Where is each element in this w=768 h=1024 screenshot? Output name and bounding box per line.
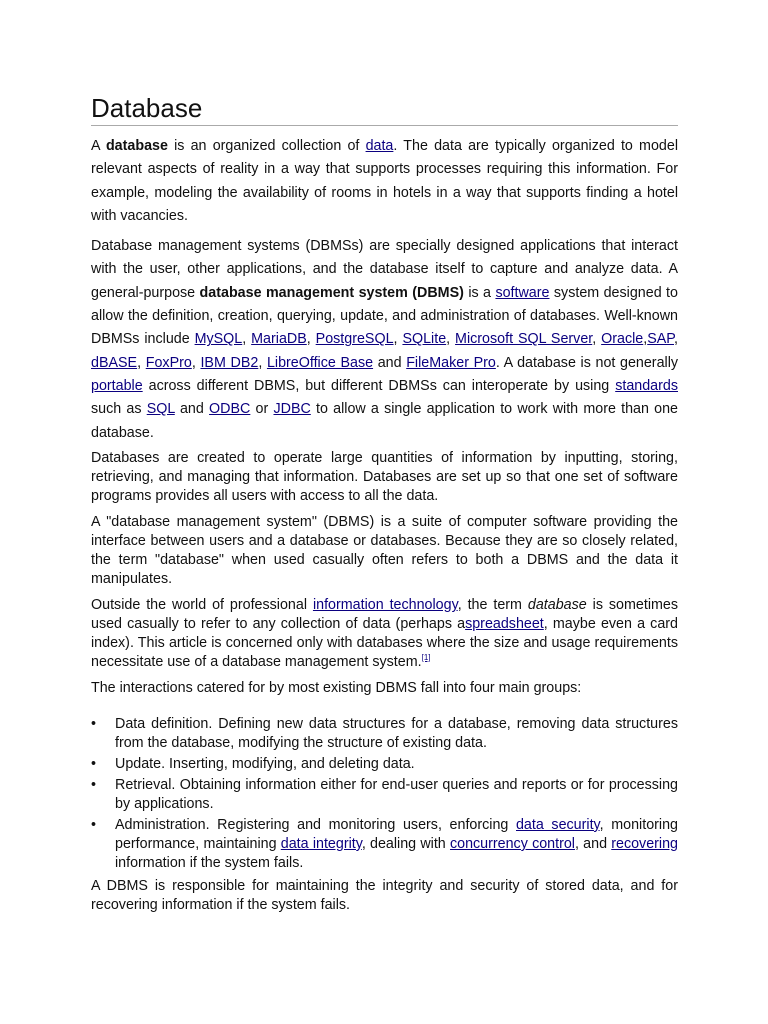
link-mariadb[interactable]: MariaDB — [251, 331, 307, 348]
page-title: Database — [91, 93, 678, 126]
link-dbase[interactable]: dBASE — [91, 354, 138, 371]
text: , maybe even a card index). This article is concerned only with databases where the size and usage requirements necessitate use of a database management system. — [91, 615, 678, 670]
link-spreadsheet[interactable]: spreadsheet — [465, 615, 544, 632]
list-item-update: • Update. Inserting, modifying, and deleting data. — [91, 755, 678, 774]
link-odbc[interactable]: ODBC — [209, 401, 251, 418]
intro-paragraph — [91, 135, 678, 228]
text: is an organized collection of — [167, 138, 366, 154]
dbms-paragraph: Database management systems (DBMSs) are specially designed applications that interact with the user, other applications, and the database itself to capture and analyze data. A general-purpose database management system (DBMS) is a software system designed to allow the definition, creation, querying, update, and administration of databases. Well-known DBMSs include MySQL, MariaDB, PostgreSQL, SQLite, Microsoft SQL Server, Oracle,SAP, dBASE, FoxPro, IBM DB2, LibreOffice Base and FileMaker Pro. A database is not generally portable across different DBMS, but different DBMSs can interoperate by using standards such as SQL and ODBC or JDBC to allow a single application to work with more than one database. — [91, 238, 679, 441]
link-oracle[interactable]: Oracle — [601, 331, 644, 348]
text: across different DBMS, but different DBMSs can interoperate by using — [142, 377, 616, 394]
text: , and — [574, 835, 612, 852]
text: , the term — [457, 596, 528, 613]
link-standards[interactable]: standards — [615, 377, 678, 394]
interaction-groups-list — [91, 715, 678, 873]
text: to allow a single application to work with more than one database. — [91, 401, 678, 441]
link-ibm-db2[interactable]: IBM DB2 — [200, 354, 259, 371]
text: is sometimes used casually to refer to any collection of data (perhaps a — [91, 596, 679, 632]
interactions-intro-paragraph: The interactions catered for by most existing DBMS fall into four main groups: — [91, 679, 582, 696]
link-sap[interactable]: SAP — [647, 331, 674, 348]
link-postgresql[interactable]: PostgreSQL — [315, 331, 394, 348]
dbms-responsibility-paragraph: A DBMS is responsible for maintaining the integrity and security of stored data, and for recovering information if the system fails. — [91, 877, 678, 913]
dbms-suite-paragraph: A "database management system" (DBMS) is a suite of computer software providing the interface between users and a database or databases. Because they are so closely related, the term "database" when used casually often refers to both a DBMS and the data it manipulates. — [91, 513, 678, 587]
article-body — [91, 93, 678, 915]
link-information-technology[interactable]: information technology — [312, 596, 458, 613]
link-foxpro[interactable]: FoxPro — [145, 354, 192, 371]
text: , monitoring performance, maintaining — [115, 816, 678, 852]
text: information if the system fails. — [115, 854, 304, 871]
list-item-retrieval: • Retrieval. Obtaining information either for end-user queries and reports or for processing by applications. — [91, 776, 678, 814]
list-item-data-definition: • Data definition. Defining new data structures for a database, removing data structures from the database, modifying the structure of existing data. — [91, 715, 678, 753]
link-jdbc[interactable]: JDBC — [273, 401, 311, 418]
link-sql[interactable]: SQL — [146, 401, 175, 418]
link-mysql[interactable]: MySQL — [194, 331, 243, 348]
link-data[interactable]: data — [365, 138, 394, 154]
link-filemaker-pro[interactable]: FileMaker Pro — [406, 354, 496, 371]
link-portable[interactable]: portable — [91, 377, 143, 394]
link-sqlite[interactable]: SQLite — [402, 331, 447, 348]
italic-term-database: database — [527, 596, 587, 613]
text: Administration. Registering and monitoring users, enforcing — [115, 816, 516, 833]
link-software[interactable]: software — [495, 284, 550, 301]
text: A — [91, 138, 106, 154]
text: such as — [91, 401, 147, 418]
link-microsoft-sql-server[interactable]: Microsoft SQL Server — [455, 331, 593, 348]
bold-term-database: database — [105, 138, 168, 154]
text: , dealing with — [361, 835, 450, 852]
reference-link-1[interactable]: [1] — [421, 653, 431, 663]
link-data-security[interactable]: data security — [515, 816, 600, 833]
link-data-integrity[interactable]: data integrity — [280, 835, 362, 852]
link-libreoffice-base[interactable]: LibreOffice Base — [266, 354, 374, 371]
outside-it-paragraph — [91, 596, 678, 672]
text: is a — [463, 284, 496, 301]
link-concurrency-control[interactable]: concurrency control — [449, 835, 575, 852]
link-recovering[interactable]: recovering — [611, 835, 679, 852]
text: Outside the world of professional — [91, 596, 313, 613]
text: Database management systems (DBMSs) are specially designed applications that interact with the user, other applications, and the database itself to capture and analyze data. A general-purpose — [91, 238, 678, 301]
databases-purpose-paragraph: Databases are created to operate large quantities of information by inputting, storing, retrieving, and managing that information. Databases are set up so that one set of software programs provides all users with access to all the data. — [91, 449, 678, 504]
text: . A database is not generally — [495, 354, 679, 371]
bold-term-dbms: database management system (DBMS) — [199, 284, 464, 301]
text: system designed to allow the definition, creation, querying, update, and administration of databases. Well-known DBMSs include — [91, 284, 678, 348]
list-item-administration — [91, 816, 678, 873]
text: . The data are typically organized to model relevant aspects of reality in a way that supports processes requiring this information. For example, modeling the availability of rooms in hotels in a way that supports finding a hotel with vacancies. — [91, 138, 678, 224]
